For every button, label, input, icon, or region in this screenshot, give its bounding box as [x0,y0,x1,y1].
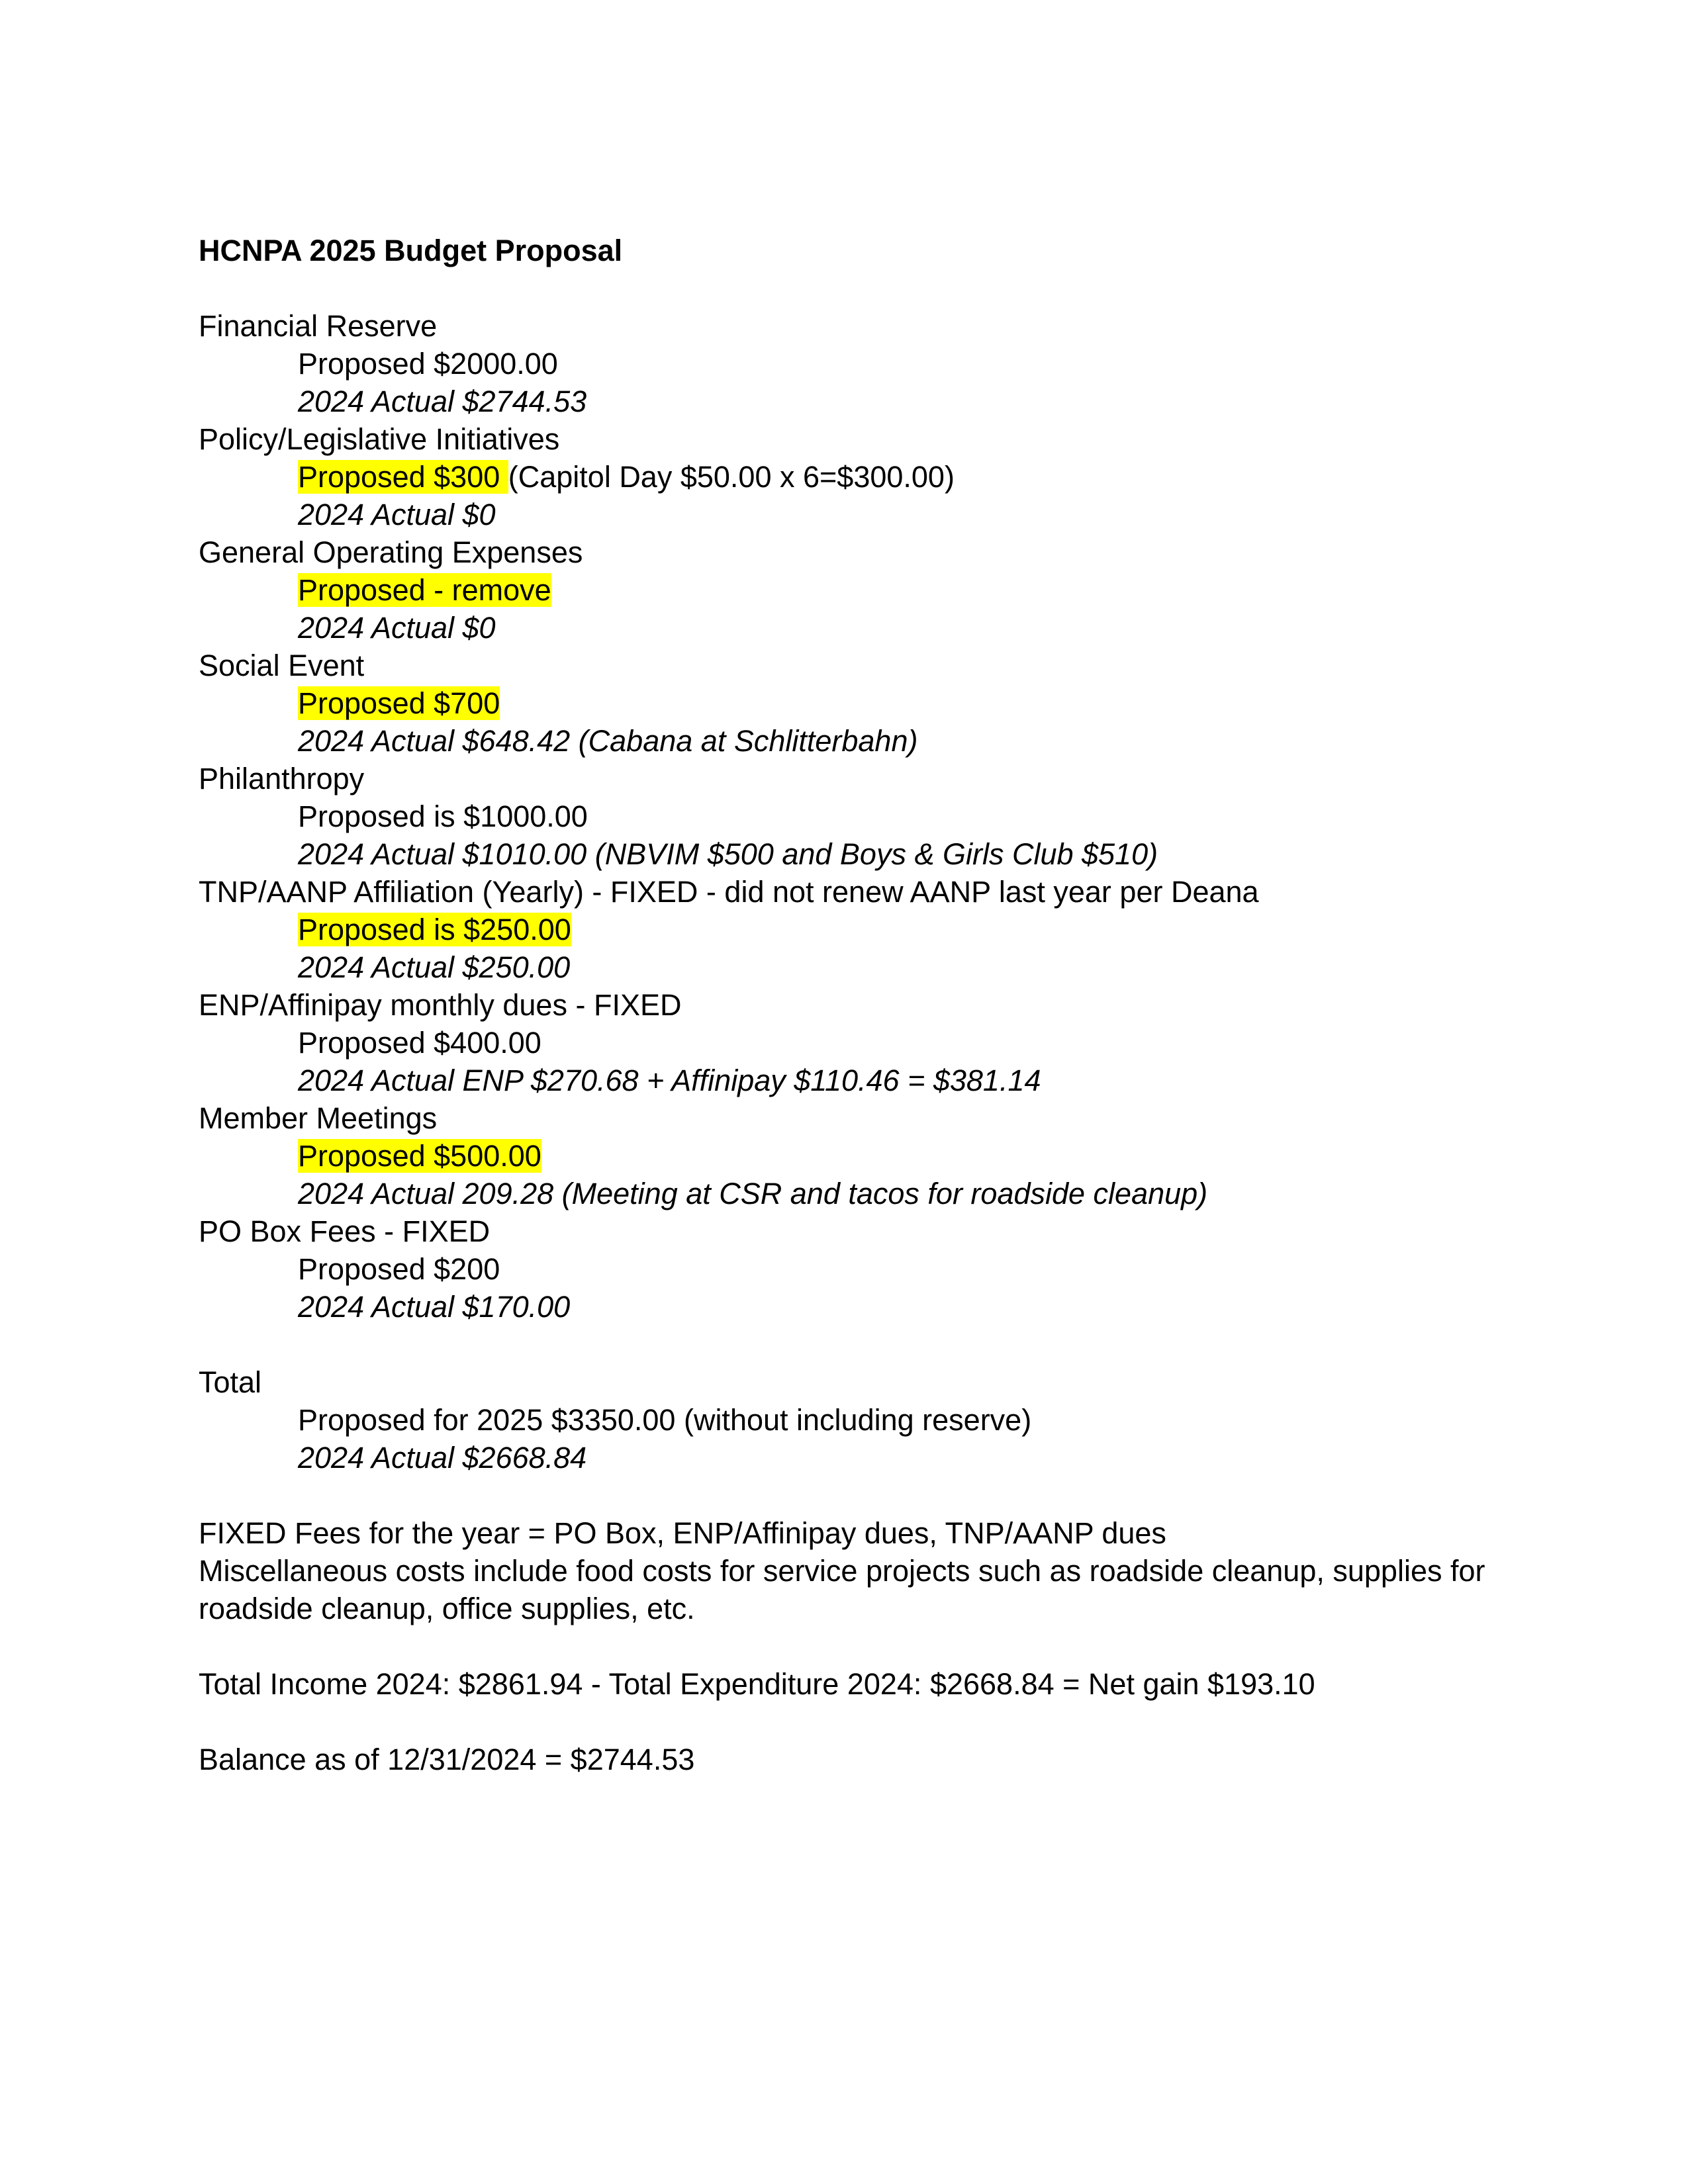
section-heading-policy-legislative: Policy/Legislative Initiatives [199,422,560,456]
proposed-text: Proposed $200 [298,1252,500,1286]
proposed-text: Proposed $400.00 [298,1026,541,1060]
highlighted-proposed-text: Proposed is $250.00 [298,913,571,946]
document-title: HCNPA 2025 Budget Proposal [199,234,623,267]
section-heading-po-box: PO Box Fees - FIXED [199,1214,491,1248]
actual-tnp-aanp: 2024 Actual $250.00 [298,950,571,984]
actual-enp-affinipay: 2024 Actual ENP $270.68 + Affinipay $110.46 = $381.14 [298,1064,1041,1097]
section-heading-tnp-aanp: TNP/AANP Affiliation (Yearly) - FIXED - did not renew AANP last year per Deana [199,875,1259,909]
proposed-text: Proposed $2000.00 [298,347,558,381]
proposed-text: Proposed is $1000.00 [298,799,588,833]
actual-financial-reserve: 2024 Actual $2744.53 [298,385,587,418]
balance-line: Balance as of 12/31/2024 = $2744.53 [199,1743,695,1776]
income-summary: Total Income 2024: $2861.94 - Total Expenditure 2024: $2668.84 = Net gain $193.10 [199,1667,1315,1701]
highlighted-proposed-text: Proposed $500.00 [298,1139,541,1173]
actual-policy-legislative: 2024 Actual $0 [298,498,496,531]
section-heading-enp-affinipay: ENP/Affinipay monthly dues - FIXED [199,988,682,1022]
highlighted-proposed-text: Proposed - remove [298,573,551,607]
spacer [199,1627,1523,1665]
section-heading-general-operating: General Operating Expenses [199,535,583,569]
actual-general-operating: 2024 Actual $0 [298,611,496,645]
actual-philanthropy: 2024 Actual $1010.00 (NBVIM $500 and Boys & Girls Club $510) [298,837,1158,871]
budget-document [199,232,1523,1778]
misc-costs-note: Miscellaneous costs include food costs for service projects such as roadside cleanup, supplies for roadside cleanup, office supplies, etc. [199,1554,1485,1625]
spacer [199,1477,1523,1514]
highlighted-proposed-text: Proposed $300 [298,460,508,494]
actual-social-event: 2024 Actual $648.42 (Cabana at Schlitterbahn) [298,724,918,758]
proposed-financial-reserve [199,345,1523,383]
section-heading-member-meetings: Member Meetings [199,1101,438,1135]
section-heading-financial-reserve: Financial Reserve [199,309,438,343]
proposed-general-operating [199,571,1523,609]
proposed-extra-text: (Capitol Day $50.00 x 6=$300.00) [508,460,955,494]
proposed-philanthropy [199,797,1523,835]
spacer [199,1326,1523,1363]
fixed-fees-note: FIXED Fees for the year = PO Box, ENP/Affinipay dues, TNP/AANP dues [199,1516,1166,1550]
actual-member-meetings: 2024 Actual 209.28 (Meeting at CSR and tacos for roadside cleanup) [298,1177,1208,1210]
total-proposed: Proposed for 2025 $3350.00 (without including reserve) [298,1403,1032,1437]
total-heading: Total [199,1365,262,1399]
highlighted-proposed-text: Proposed $700 [298,686,500,720]
spacer [199,1703,1523,1741]
proposed-member-meetings [199,1137,1523,1175]
spacer [199,269,1523,307]
proposed-tnp-aanp [199,911,1523,948]
total-actual: 2024 Actual $2668.84 [298,1441,587,1475]
proposed-social-event [199,684,1523,722]
section-heading-philanthropy: Philanthropy [199,762,365,796]
proposed-po-box [199,1250,1523,1288]
proposed-policy-legislative [199,458,1523,496]
section-heading-social-event: Social Event [199,649,365,682]
actual-po-box: 2024 Actual $170.00 [298,1290,571,1324]
proposed-enp-affinipay [199,1024,1523,1062]
